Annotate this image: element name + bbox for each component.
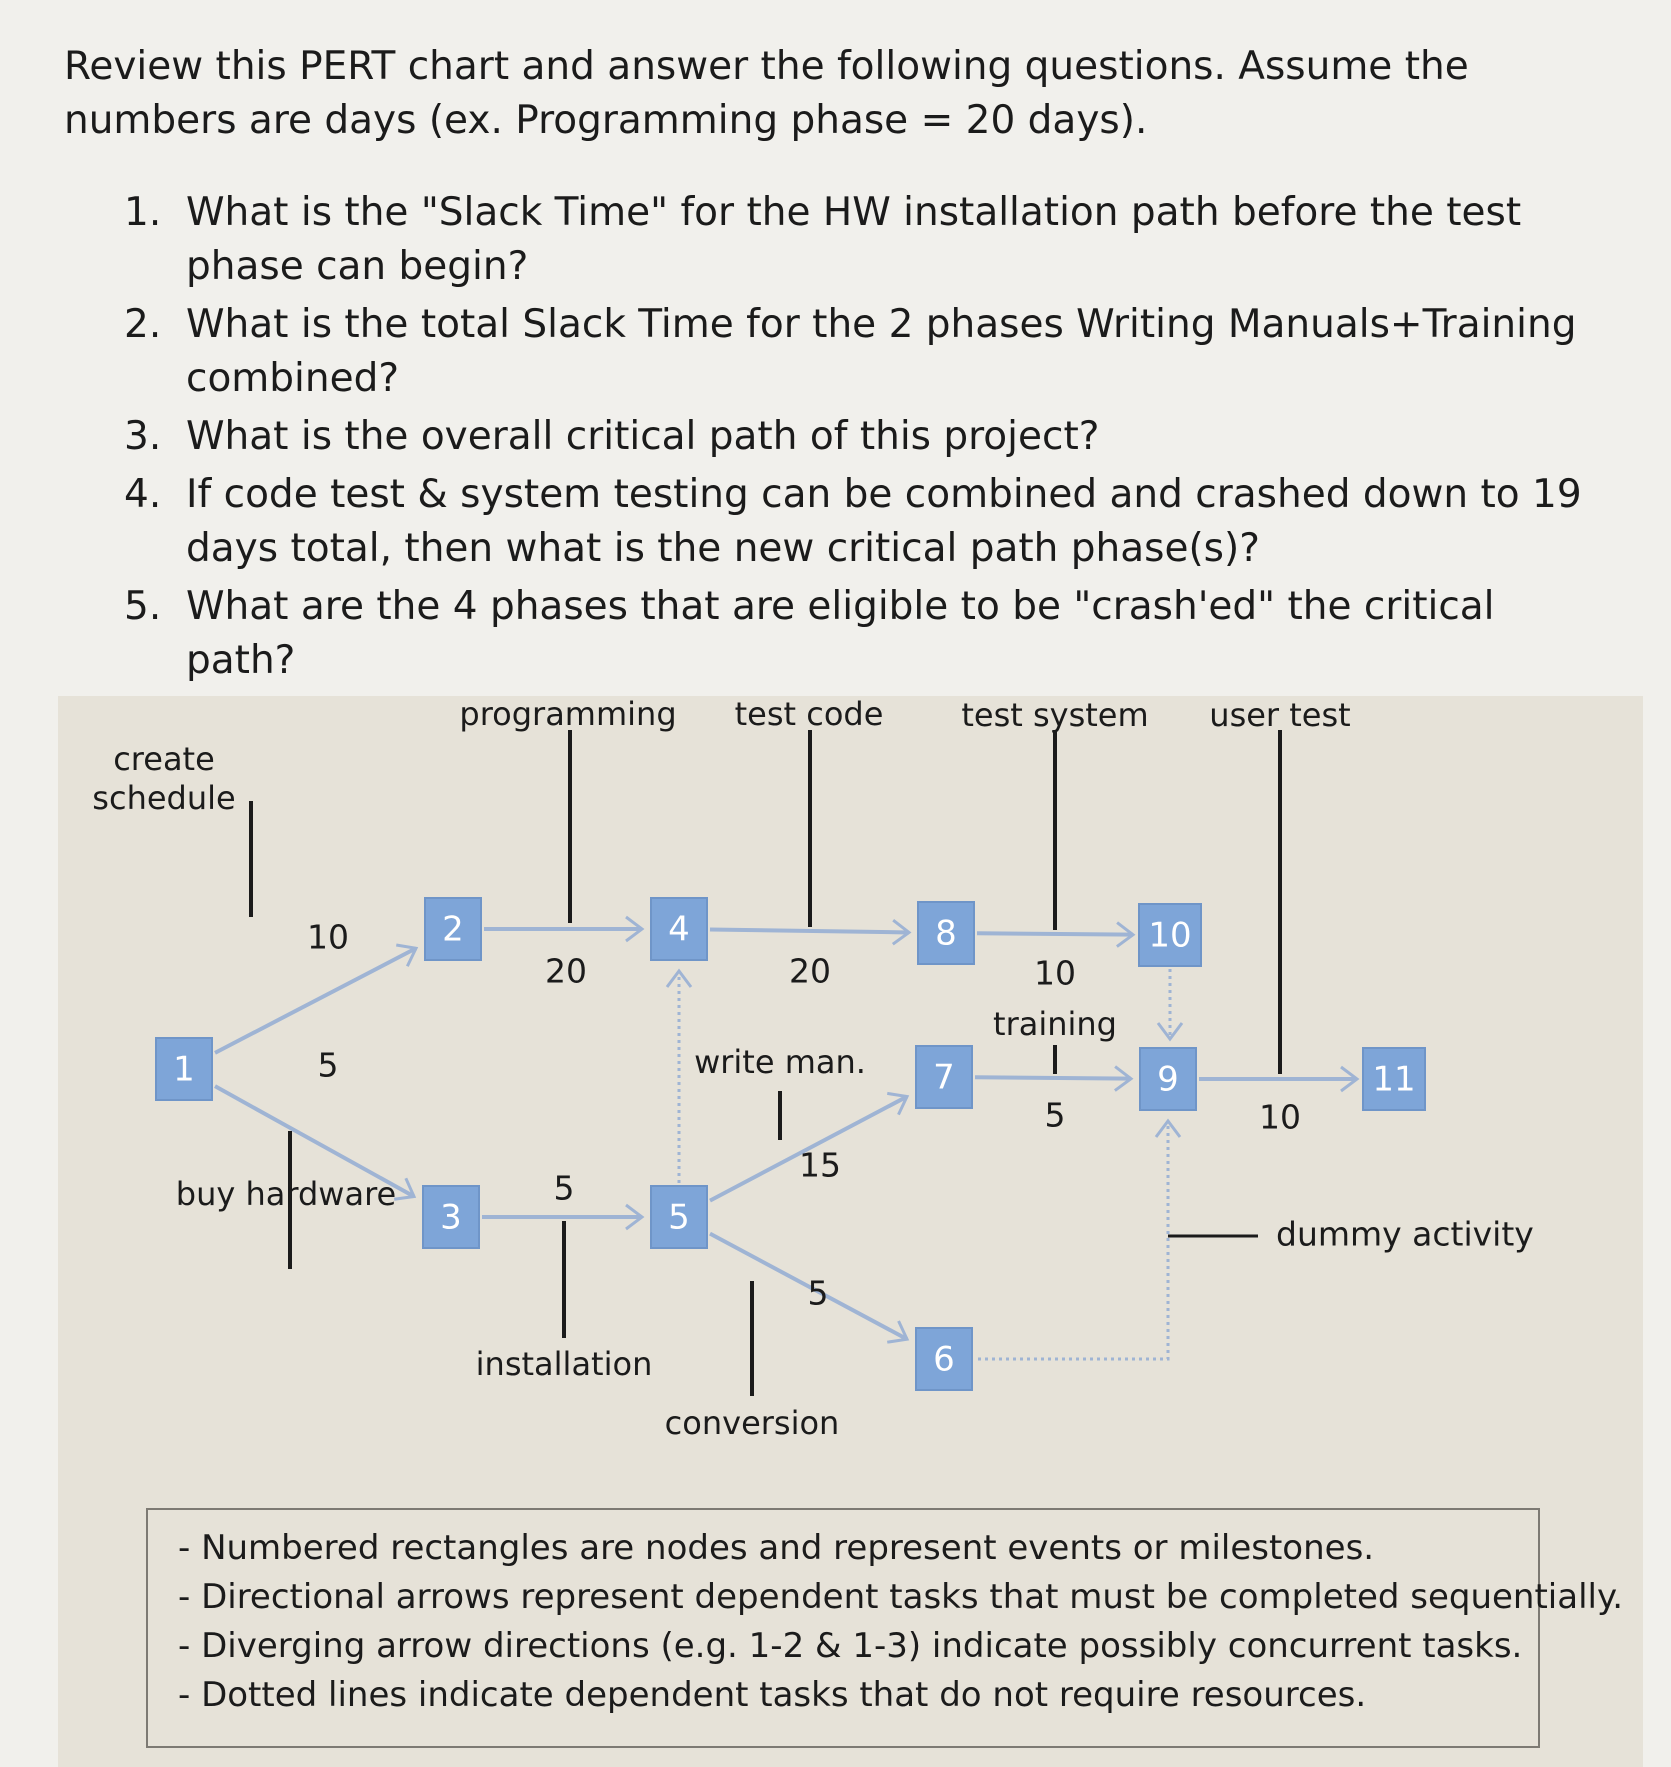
legend-line: - Directional arrows represent dependent tasks that must be completed sequentially. (178, 1577, 1624, 1617)
question-item (124, 298, 1604, 406)
node-label: 2 (442, 909, 464, 950)
task-name-label: training (993, 1005, 1117, 1043)
node-8 (918, 902, 974, 964)
node-label: 1 (173, 1049, 195, 1090)
question-item (124, 410, 1604, 464)
task-duration-label: 20 (545, 951, 587, 991)
task-name-label: create (113, 740, 215, 778)
node-label: 3 (440, 1197, 462, 1238)
question-number: 4. (124, 472, 162, 517)
task-duration-label: 10 (307, 917, 349, 957)
task-duration-label: 20 (789, 951, 831, 991)
node-1 (156, 1038, 212, 1100)
node-5 (651, 1186, 707, 1248)
task-name-label: test system (961, 696, 1149, 734)
task-name-label: user test (1209, 696, 1351, 734)
question-number: 3. (124, 414, 162, 459)
task-duration-label: 5 (317, 1045, 339, 1085)
node-label: 10 (1148, 915, 1192, 956)
question-text: What is the "Slack Time" for the HW installation path before the test phase can begin? (186, 190, 1522, 289)
question-item (124, 580, 1604, 688)
node-6 (916, 1328, 972, 1390)
task-duration-label: 10 (1259, 1097, 1301, 1137)
task-duration-label: 5 (807, 1273, 829, 1313)
question-text: What is the overall critical path of this project? (186, 414, 1100, 459)
node-4 (651, 898, 707, 960)
task-arrow-1-2 (215, 948, 416, 1053)
dummy-activity-label: dummy activity (1276, 1214, 1534, 1254)
task-duration-label: 10 (1034, 953, 1076, 993)
node-label: 6 (933, 1339, 955, 1380)
node-label: 5 (668, 1197, 690, 1238)
task-name-label: schedule (92, 779, 236, 817)
node-label: 8 (935, 913, 957, 954)
node-2 (425, 898, 481, 960)
task-arrow-4-8 (710, 929, 909, 932)
question-item (124, 468, 1604, 576)
node-label: 4 (668, 909, 690, 950)
task-name-label: conversion (664, 1404, 840, 1442)
task-name-label: installation (475, 1345, 653, 1383)
question-number: 1. (124, 190, 162, 235)
task-name-label: buy hardware (175, 1175, 397, 1213)
task-arrow-8-10 (977, 933, 1133, 934)
task-duration-label: 5 (553, 1168, 575, 1208)
legend-line: - Diverging arrow directions (e.g. 1-2 & 1-3) indicate possibly concurrent tasks. (178, 1626, 1523, 1666)
node-label: 11 (1372, 1059, 1416, 1100)
legend-line: - Numbered rectangles are nodes and represent events or milestones. (178, 1528, 1375, 1568)
dummy-activity-6-9 (978, 1121, 1168, 1359)
question-text: What are the 4 phases that are eligible to be "crash'ed" the critical path? (186, 584, 1495, 683)
task-duration-label: 5 (1044, 1095, 1066, 1135)
question-list (124, 186, 1604, 692)
task-arrow-7-9 (975, 1077, 1131, 1078)
task-name-label: programming (459, 696, 677, 733)
legend-box (146, 1508, 1624, 1748)
node-10 (1139, 904, 1201, 966)
legend-line: - Dotted lines indicate dependent tasks that do not require resources. (178, 1675, 1367, 1715)
node-11 (1363, 1048, 1425, 1110)
question-number: 2. (124, 302, 162, 347)
node-label: 9 (1157, 1059, 1179, 1100)
question-item (124, 186, 1604, 294)
node-7 (916, 1046, 972, 1108)
question-number: 5. (124, 584, 162, 629)
node-3 (423, 1186, 479, 1248)
task-name-label: test code (734, 696, 884, 733)
task-name-label: write man. (694, 1043, 866, 1081)
task-duration-label: 15 (799, 1145, 841, 1185)
question-text: What is the total Slack Time for the 2 phases Writing Manuals+Training combined? (186, 302, 1577, 401)
node-label: 7 (933, 1057, 955, 1098)
node-9 (1140, 1048, 1196, 1110)
question-text: If code test & system testing can be combined and crashed down to 19 days total, then what is the new critical path phase(s)? (186, 472, 1582, 571)
intro-text: Review this PERT chart and answer the following questions. Assume the numbers are days (ex. Programming phase = 20 days). (64, 44, 1469, 143)
